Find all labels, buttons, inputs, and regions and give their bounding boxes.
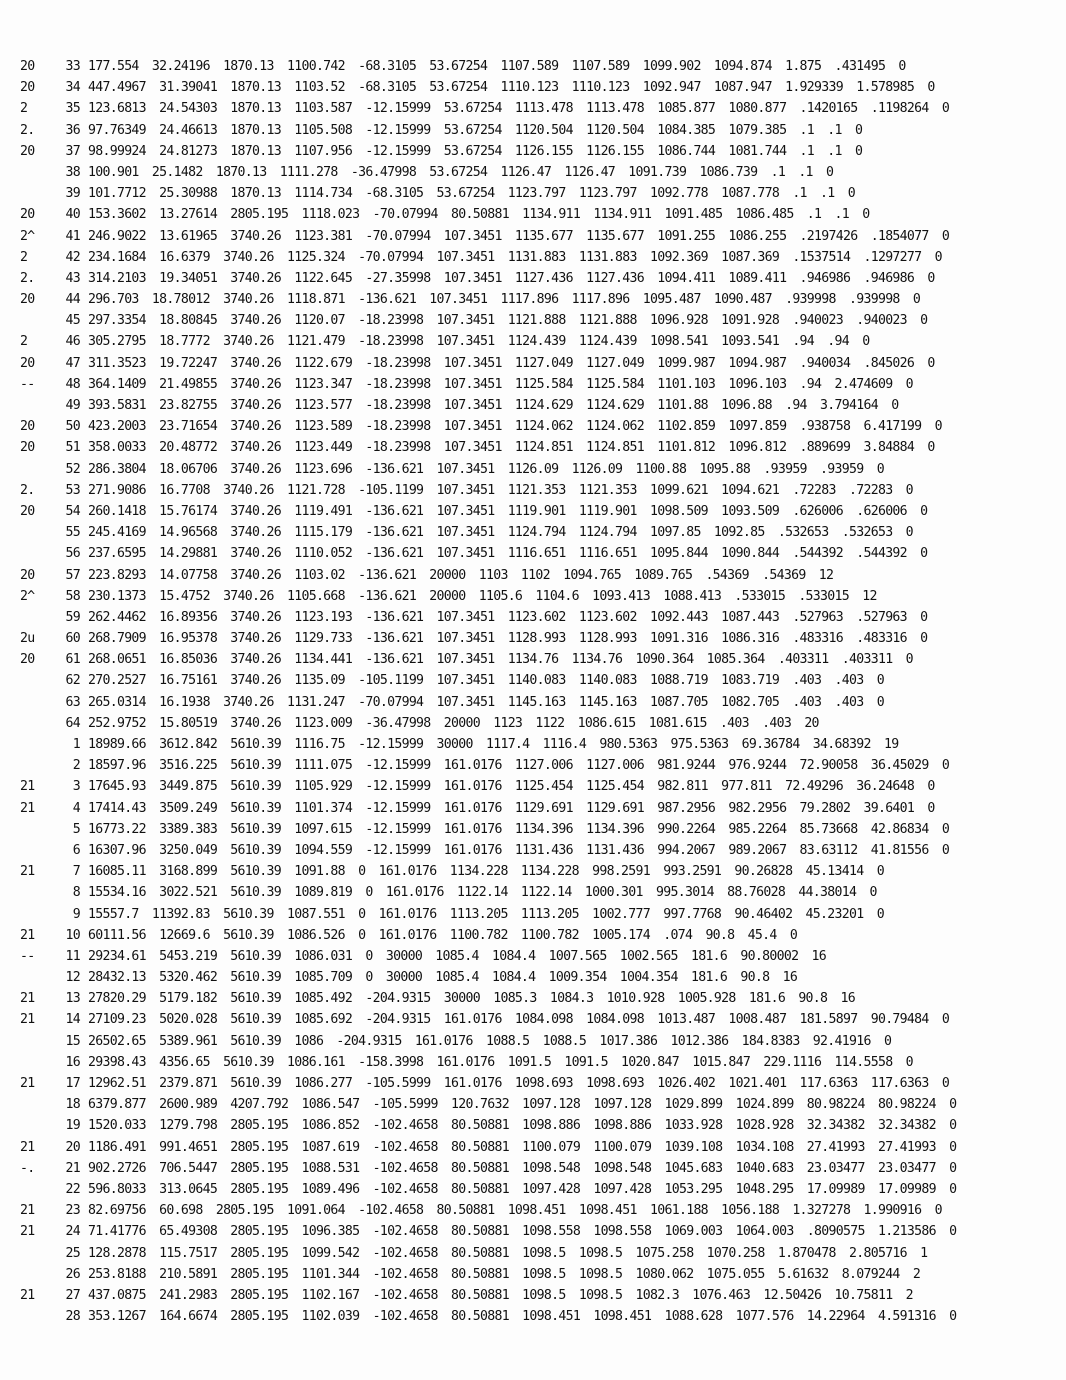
row-index: 60 — [65, 631, 80, 647]
table-row — [20, 226, 1020, 247]
row-prefix: 21 — [20, 864, 35, 880]
row-values: 29398.43 4356.65 5610.39 1086.161 -158.3998 161.0176 1091.5 1091.5 1020.847 1015.847 229.1116 114.5558 0 — [88, 1054, 913, 1070]
row-index: 13 — [65, 991, 80, 1007]
row-values: 29234.61 5453.219 5610.39 1086.031 0 30000 1085.4 1084.4 1007.565 1002.565 181.6 90.80002 16 — [88, 948, 827, 964]
table-row — [20, 967, 1020, 988]
row-index: 53 — [65, 482, 80, 498]
row-index: 1 — [72, 737, 80, 752]
row-index: 63 — [65, 694, 80, 710]
row-index: 44 — [65, 292, 80, 308]
table-row — [20, 141, 1020, 162]
row-values: 27109.23 5020.028 5610.39 1085.692 -204.9315 161.0176 1084.098 1084.098 1013.487 1008.487 181.5897 90.79484 0 — [88, 1012, 950, 1028]
row-prefix: 20 — [20, 652, 35, 668]
row-index: 23 — [65, 1203, 80, 1219]
row-values: 358.0033 20.48772 3740.26 1123.449 -18.23998 107.3451 1124.851 1124.851 1101.812 1096.812 .889699 3.84884 0 — [88, 440, 935, 456]
row-prefix: 21 — [20, 800, 35, 816]
row-index: 27 — [65, 1287, 80, 1303]
row-values: 15534.16 3022.521 5610.39 1089.819 0 161.0176 1122.14 1122.14 1000.301 995.3014 88.76028 44.38014 0 — [88, 885, 877, 901]
row-values: 153.3602 13.27614 2805.195 1118.023 -70.07994 80.50881 1134.911 1134.911 1091.485 1086.485 .1 .1 0 — [88, 207, 870, 223]
row-index: 26 — [65, 1266, 80, 1282]
row-values: 71.41776 65.49308 2805.195 1096.385 -102.4658 80.50881 1098.558 1098.558 1069.003 1064.003 .8090575 1.213586 0 — [88, 1224, 957, 1240]
row-values: 223.8293 14.07758 3740.26 1103.02 -136.621 20000 1103 1102 1094.765 1089.765 .54369 .54369 12 — [88, 567, 834, 583]
row-prefix: 21 — [20, 779, 35, 795]
row-values: 123.6813 24.54303 1870.13 1103.587 -12.15999 53.67254 1113.478 1113.478 1085.877 1080.877 .1420165 .1198264 0 — [88, 101, 950, 117]
row-values: 18597.96 3516.225 5610.39 1111.075 -12.15999 161.0176 1127.006 1127.006 981.9244 976.9244 72.90058 36.45029 0 — [88, 758, 950, 774]
row-values: 271.9086 16.7708 3740.26 1121.728 -105.1199 107.3451 1121.353 1121.353 1099.621 1094.621 .72283 .72283 0 — [88, 482, 913, 498]
row-prefix: 2u — [20, 631, 35, 647]
row-prefix: 20 — [20, 207, 35, 223]
table-row — [20, 586, 1020, 607]
row-index: 25 — [65, 1245, 80, 1261]
row-index: 43 — [65, 270, 80, 286]
table-row — [20, 755, 1020, 776]
row-values: 262.4462 16.89356 3740.26 1123.193 -136.621 107.3451 1123.602 1123.602 1092.443 1087.443 .527963 .527963 0 — [88, 609, 928, 625]
row-prefix: 20 — [20, 292, 35, 308]
row-values: 28432.13 5320.462 5610.39 1085.709 0 30000 1085.4 1084.4 1009.354 1004.354 181.6 90.8 16 — [88, 970, 798, 986]
row-values: 268.7909 16.95378 3740.26 1129.733 -136.621 107.3451 1128.993 1128.993 1091.316 1086.316 .483316 .483316 0 — [88, 631, 928, 647]
table-row — [20, 162, 1020, 183]
row-values: 82.69756 60.698 2805.195 1091.064 -102.4658 80.50881 1098.451 1098.451 1061.188 1056.188 1.327278 1.990916 0 — [88, 1203, 942, 1219]
row-prefix: 20 — [20, 567, 35, 583]
row-index: 10 — [65, 927, 80, 943]
table-row — [20, 289, 1020, 310]
table-row — [20, 1052, 1020, 1073]
row-values: 286.3804 18.06706 3740.26 1123.696 -136.621 107.3451 1126.09 1126.09 1100.88 1095.88 .93959 .93959 0 — [88, 461, 884, 477]
row-prefix: 21 — [20, 991, 35, 1007]
row-index: 9 — [72, 906, 80, 922]
table-row — [20, 353, 1020, 374]
table-row — [20, 1031, 1020, 1052]
row-values: 314.2103 19.34051 3740.26 1122.645 -27.35998 107.3451 1127.436 1127.436 1094.411 1089.411 .946986 .946986 0 — [88, 270, 935, 286]
row-index: 39 — [65, 186, 80, 202]
table-row — [20, 98, 1020, 119]
row-prefix: 2. — [20, 482, 35, 498]
row-index: 33 — [65, 59, 80, 74]
table-row — [20, 1009, 1020, 1030]
row-index: 64 — [65, 715, 80, 731]
table-row — [20, 310, 1020, 331]
table-row — [20, 776, 1020, 797]
table-row — [20, 480, 1020, 501]
row-prefix: 20 — [20, 143, 35, 159]
row-index: 49 — [65, 398, 80, 413]
row-values: 260.1418 15.76174 3740.26 1119.491 -136.621 107.3451 1119.901 1119.901 1098.509 1093.509 .626006 .626006 0 — [88, 503, 928, 519]
row-index: 15 — [65, 1033, 80, 1049]
table-row — [20, 861, 1020, 882]
row-prefix: 21 — [20, 1224, 35, 1240]
row-values: 245.4169 14.96568 3740.26 1115.179 -136.621 107.3451 1124.794 1124.794 1097.85 1092.85 .532653 .532653 0 — [88, 525, 913, 541]
row-values: 902.2726 706.5447 2805.195 1088.531 -102.4658 80.50881 1098.548 1098.548 1045.683 1040.683 23.03477 23.03477 0 — [88, 1160, 957, 1176]
row-index: 19 — [65, 1118, 80, 1134]
row-prefix: -- — [20, 948, 35, 964]
row-prefix: 20 — [20, 59, 35, 74]
row-prefix: 21 — [20, 1012, 35, 1028]
row-values: 252.9752 15.80519 3740.26 1123.009 -36.47998 20000 1123 1122 1086.615 1081.615 .403 .403 20 — [88, 715, 819, 731]
table-row — [20, 819, 1020, 840]
row-index: 45 — [65, 313, 80, 329]
row-index: 6 — [72, 842, 80, 858]
table-row — [20, 713, 1020, 734]
row-values: 6379.877 2600.989 4207.792 1086.547 -105.5999 120.7632 1097.128 1097.128 1029.899 1024.899 80.98224 80.98224 0 — [88, 1097, 957, 1113]
row-values: 12962.51 2379.871 5610.39 1086.277 -105.5999 161.0176 1098.693 1098.693 1026.402 1021.401 117.6363 117.6363 0 — [88, 1076, 950, 1091]
row-index: 38 — [65, 164, 80, 180]
row-prefix: 2 — [20, 334, 28, 350]
table-row — [20, 77, 1020, 98]
table-row — [20, 840, 1020, 861]
row-values: 437.0875 241.2983 2805.195 1102.167 -102.4658 80.50881 1098.5 1098.5 1082.3 1076.463 12.50426 10.75811 2 — [88, 1287, 913, 1303]
row-values: 297.3354 18.80845 3740.26 1120.07 -18.23998 107.3451 1121.888 1121.888 1096.928 1091.928 .940023 .940023 0 — [88, 313, 928, 329]
row-prefix: 20 — [20, 80, 35, 96]
table-row — [20, 183, 1020, 204]
table-row — [20, 1243, 1020, 1264]
row-values: 234.1684 16.6379 3740.26 1125.324 -70.07994 107.3451 1131.883 1131.883 1092.369 1087.369 .1537514 .1297277 0 — [88, 249, 942, 265]
row-index: 11 — [65, 948, 80, 964]
row-index: 58 — [65, 588, 80, 604]
row-index: 8 — [72, 885, 80, 901]
row-values: 27820.29 5179.182 5610.39 1085.492 -204.9315 30000 1085.3 1084.3 1010.928 1005.928 181.6 90.8 16 — [88, 991, 855, 1007]
row-index: 28 — [65, 1309, 80, 1325]
table-row — [20, 1073, 1020, 1094]
row-values: 311.3523 19.72247 3740.26 1122.679 -18.23998 107.3451 1127.049 1127.049 1099.987 1094.987 .940034 .845026 0 — [88, 355, 935, 371]
row-prefix: 21 — [20, 927, 35, 943]
row-values: 17645.93 3449.875 5610.39 1105.929 -12.15999 161.0176 1125.454 1125.454 982.811 977.811 72.49296 36.24648 0 — [88, 779, 935, 795]
row-index: 52 — [65, 461, 80, 477]
table-row — [20, 543, 1020, 564]
table-row — [20, 56, 1020, 77]
row-values: 296.703 18.78012 3740.26 1118.871 -136.621 107.3451 1117.896 1117.896 1095.487 1090.487 .939998 .939998 0 — [88, 292, 921, 308]
table-row — [20, 1221, 1020, 1242]
row-values: 97.76349 24.46613 1870.13 1105.508 -12.15999 53.67254 1120.504 1120.504 1084.385 1079.385 .1 .1 0 — [88, 122, 863, 138]
row-values: 101.7712 25.30988 1870.13 1114.734 -68.3105 53.67254 1123.797 1123.797 1092.778 1087.778 .1 .1 0 — [88, 186, 855, 202]
row-index: 59 — [65, 609, 80, 625]
row-index: 48 — [65, 376, 80, 392]
row-prefix: 20 — [20, 503, 35, 519]
row-prefix: 2. — [20, 270, 35, 286]
row-index: 14 — [65, 1012, 80, 1028]
table-row — [20, 925, 1020, 946]
row-values: 447.4967 31.39041 1870.13 1103.52 -68.3105 53.67254 1110.123 1110.123 1092.947 1087.947 1.929339 1.578985 0 — [88, 80, 935, 96]
row-index: 5 — [72, 821, 80, 837]
row-index: 40 — [65, 207, 80, 223]
row-values: 1520.033 1279.798 2805.195 1086.852 -102.4658 80.50881 1098.886 1098.886 1033.928 1028.928 32.34382 32.34382 0 — [88, 1118, 957, 1134]
row-values: 15557.7 11392.83 5610.39 1087.551 0 161.0176 1113.205 1113.205 1002.777 997.7768 90.46402 45.23201 0 — [88, 906, 884, 922]
row-values: 60111.56 12669.6 5610.39 1086.526 0 161.0176 1100.782 1100.782 1005.174 .074 90.8 45.4 0 — [88, 927, 798, 943]
table-row — [20, 734, 1020, 755]
row-values: 393.5831 23.82755 3740.26 1123.577 -18.23998 107.3451 1124.629 1124.629 1101.88 1096.88 .94 3.794164 0 — [88, 398, 899, 413]
row-index: 24 — [65, 1224, 80, 1240]
table-row — [20, 670, 1020, 691]
row-index: 57 — [65, 567, 80, 583]
table-row — [20, 1094, 1020, 1115]
row-index: 56 — [65, 546, 80, 562]
row-prefix: 20 — [20, 419, 35, 435]
row-values: 26502.65 5389.961 5610.39 1086 -204.9315 161.0176 1088.5 1088.5 1017.386 1012.386 184.8383 92.41916 0 — [88, 1033, 892, 1049]
row-values: 237.6595 14.29881 3740.26 1110.052 -136.621 107.3451 1116.651 1116.651 1095.844 1090.844 .544392 .544392 0 — [88, 546, 928, 562]
row-values: 230.1373 15.4752 3740.26 1105.668 -136.621 20000 1105.6 1104.6 1093.413 1088.413 .533015 .533015 12 — [88, 588, 877, 604]
table-row — [20, 649, 1020, 670]
row-values: 305.2795 18.7772 3740.26 1121.479 -18.23998 107.3451 1124.439 1124.439 1098.541 1093.541 .94 .94 0 — [88, 334, 870, 350]
table-row — [20, 946, 1020, 967]
row-values: 1186.491 991.4651 2805.195 1087.619 -102.4658 80.50881 1100.079 1100.079 1039.108 1034.108 27.41993 27.41993 0 — [88, 1139, 957, 1155]
row-values: 423.2003 23.71654 3740.26 1123.589 -18.23998 107.3451 1124.062 1124.062 1102.859 1097.859 .938758 6.417199 0 — [88, 419, 942, 435]
row-values: 246.9022 13.61965 3740.26 1123.381 -70.07994 107.3451 1135.677 1135.677 1091.255 1086.255 .2197426 .1854077 0 — [88, 228, 950, 244]
table-row — [20, 1264, 1020, 1285]
row-values: 128.2878 115.7517 2805.195 1099.542 -102.4658 80.50881 1098.5 1098.5 1075.258 1070.258 1.870478 2.805716 1 — [88, 1245, 928, 1261]
row-values: 270.2527 16.75161 3740.26 1135.09 -105.1199 107.3451 1140.083 1140.083 1088.719 1083.719 .403 .403 0 — [88, 673, 884, 689]
row-index: 7 — [72, 864, 80, 880]
table-row — [20, 522, 1020, 543]
table-row — [20, 1115, 1020, 1136]
row-index: 41 — [65, 228, 80, 244]
row-index: 55 — [65, 525, 80, 541]
row-index: 20 — [65, 1139, 80, 1155]
table-row — [20, 1158, 1020, 1179]
row-prefix: 21 — [20, 1076, 35, 1091]
row-values: 16773.22 3389.383 5610.39 1097.615 -12.15999 161.0176 1134.396 1134.396 990.2264 985.2264 85.73668 42.86834 0 — [88, 821, 950, 837]
row-values: 17414.43 3509.249 5610.39 1101.374 -12.15999 161.0176 1129.691 1129.691 987.2956 982.2956 79.2802 39.6401 0 — [88, 800, 935, 816]
row-values: 265.0314 16.1938 3740.26 1131.247 -70.07994 107.3451 1145.163 1145.163 1087.705 1082.705 .403 .403 0 — [88, 694, 884, 710]
table-row — [20, 459, 1020, 480]
data-table — [20, 56, 1020, 1327]
row-index: 22 — [65, 1181, 80, 1197]
row-prefix: 2. — [20, 122, 35, 138]
row-values: 100.901 25.1482 1870.13 1111.278 -36.47998 53.67254 1126.47 1126.47 1091.739 1086.739 .1 .1 0 — [88, 164, 834, 180]
row-prefix: 2^ — [20, 228, 35, 244]
table-row — [20, 331, 1020, 352]
table-row — [20, 1306, 1020, 1327]
table-row — [20, 607, 1020, 628]
row-prefix: 20 — [20, 355, 35, 371]
row-values: 353.1267 164.6674 2805.195 1102.039 -102.4658 80.50881 1098.451 1098.451 1088.628 1077.576 14.22964 4.591316 0 — [88, 1309, 957, 1325]
table-row — [20, 565, 1020, 586]
row-values: 177.554 32.24196 1870.13 1100.742 -68.3105 53.67254 1107.589 1107.589 1099.902 1094.874 1.875 .431495 0 — [88, 59, 906, 74]
row-index: 51 — [65, 440, 80, 456]
row-values: 98.99924 24.81273 1870.13 1107.956 -12.15999 53.67254 1126.155 1126.155 1086.744 1081.744 .1 .1 0 — [88, 143, 863, 159]
row-index: 62 — [65, 673, 80, 689]
row-values: 364.1409 21.49855 3740.26 1123.347 -18.23998 107.3451 1125.584 1125.584 1101.103 1096.103 .94 2.474609 0 — [88, 376, 913, 392]
row-prefix: 21 — [20, 1287, 35, 1303]
table-row — [20, 988, 1020, 1009]
row-index: 37 — [65, 143, 80, 159]
row-values: 268.0651 16.85036 3740.26 1134.441 -136.621 107.3451 1134.76 1134.76 1090.364 1085.364 .403311 .403311 0 — [88, 652, 913, 668]
row-index: 16 — [65, 1054, 80, 1070]
row-prefix: 20 — [20, 440, 35, 456]
row-prefix: -. — [20, 1160, 35, 1176]
row-index: 18 — [65, 1097, 80, 1113]
row-prefix: 21 — [20, 1139, 35, 1155]
table-row — [20, 1179, 1020, 1200]
table-row — [20, 374, 1020, 395]
row-prefix: 2 — [20, 101, 28, 117]
row-index: 50 — [65, 419, 80, 435]
table-row — [20, 395, 1020, 416]
table-row — [20, 1285, 1020, 1306]
table-row — [20, 247, 1020, 268]
table-row — [20, 904, 1020, 925]
row-prefix: -- — [20, 376, 35, 392]
row-index: 4 — [72, 800, 80, 816]
row-prefix: 2 — [20, 249, 28, 265]
row-values: 16085.11 3168.899 5610.39 1091.88 0 161.0176 1134.228 1134.228 998.2591 993.2591 90.26828 45.13414 0 — [88, 864, 884, 880]
row-index: 2 — [72, 758, 80, 774]
table-row — [20, 882, 1020, 903]
row-prefix: 21 — [20, 1203, 35, 1219]
table-row — [20, 120, 1020, 141]
row-index: 17 — [65, 1076, 80, 1091]
table-row — [20, 798, 1020, 819]
row-index: 34 — [65, 80, 80, 96]
table-row — [20, 1137, 1020, 1158]
row-index: 47 — [65, 355, 80, 371]
table-row — [20, 268, 1020, 289]
row-index: 46 — [65, 334, 80, 350]
row-values: 253.8188 210.5891 2805.195 1101.344 -102.4658 80.50881 1098.5 1098.5 1080.062 1075.055 5.61632 8.079244 2 — [88, 1266, 921, 1282]
row-index: 12 — [65, 970, 80, 986]
table-row — [20, 416, 1020, 437]
row-index: 36 — [65, 122, 80, 138]
row-values: 18989.66 3612.842 5610.39 1116.75 -12.15999 30000 1117.4 1116.4 980.5363 975.5363 69.36784 34.68392 19 — [88, 737, 899, 752]
table-row — [20, 1200, 1020, 1221]
row-index: 54 — [65, 503, 80, 519]
row-index: 61 — [65, 652, 80, 668]
row-index: 35 — [65, 101, 80, 117]
table-row — [20, 501, 1020, 522]
row-index: 21 — [65, 1160, 80, 1176]
table-row — [20, 692, 1020, 713]
table-row — [20, 204, 1020, 225]
table-row — [20, 437, 1020, 458]
row-index: 42 — [65, 249, 80, 265]
row-index: 3 — [72, 779, 80, 795]
table-row — [20, 628, 1020, 649]
row-values: 16307.96 3250.049 5610.39 1094.559 -12.15999 161.0176 1131.436 1131.436 994.2067 989.2067 83.63112 41.81556 0 — [88, 842, 950, 858]
row-values: 596.8033 313.0645 2805.195 1089.496 -102.4658 80.50881 1097.428 1097.428 1053.295 1048.295 17.09989 17.09989 0 — [88, 1181, 957, 1197]
row-prefix: 2^ — [20, 588, 35, 604]
